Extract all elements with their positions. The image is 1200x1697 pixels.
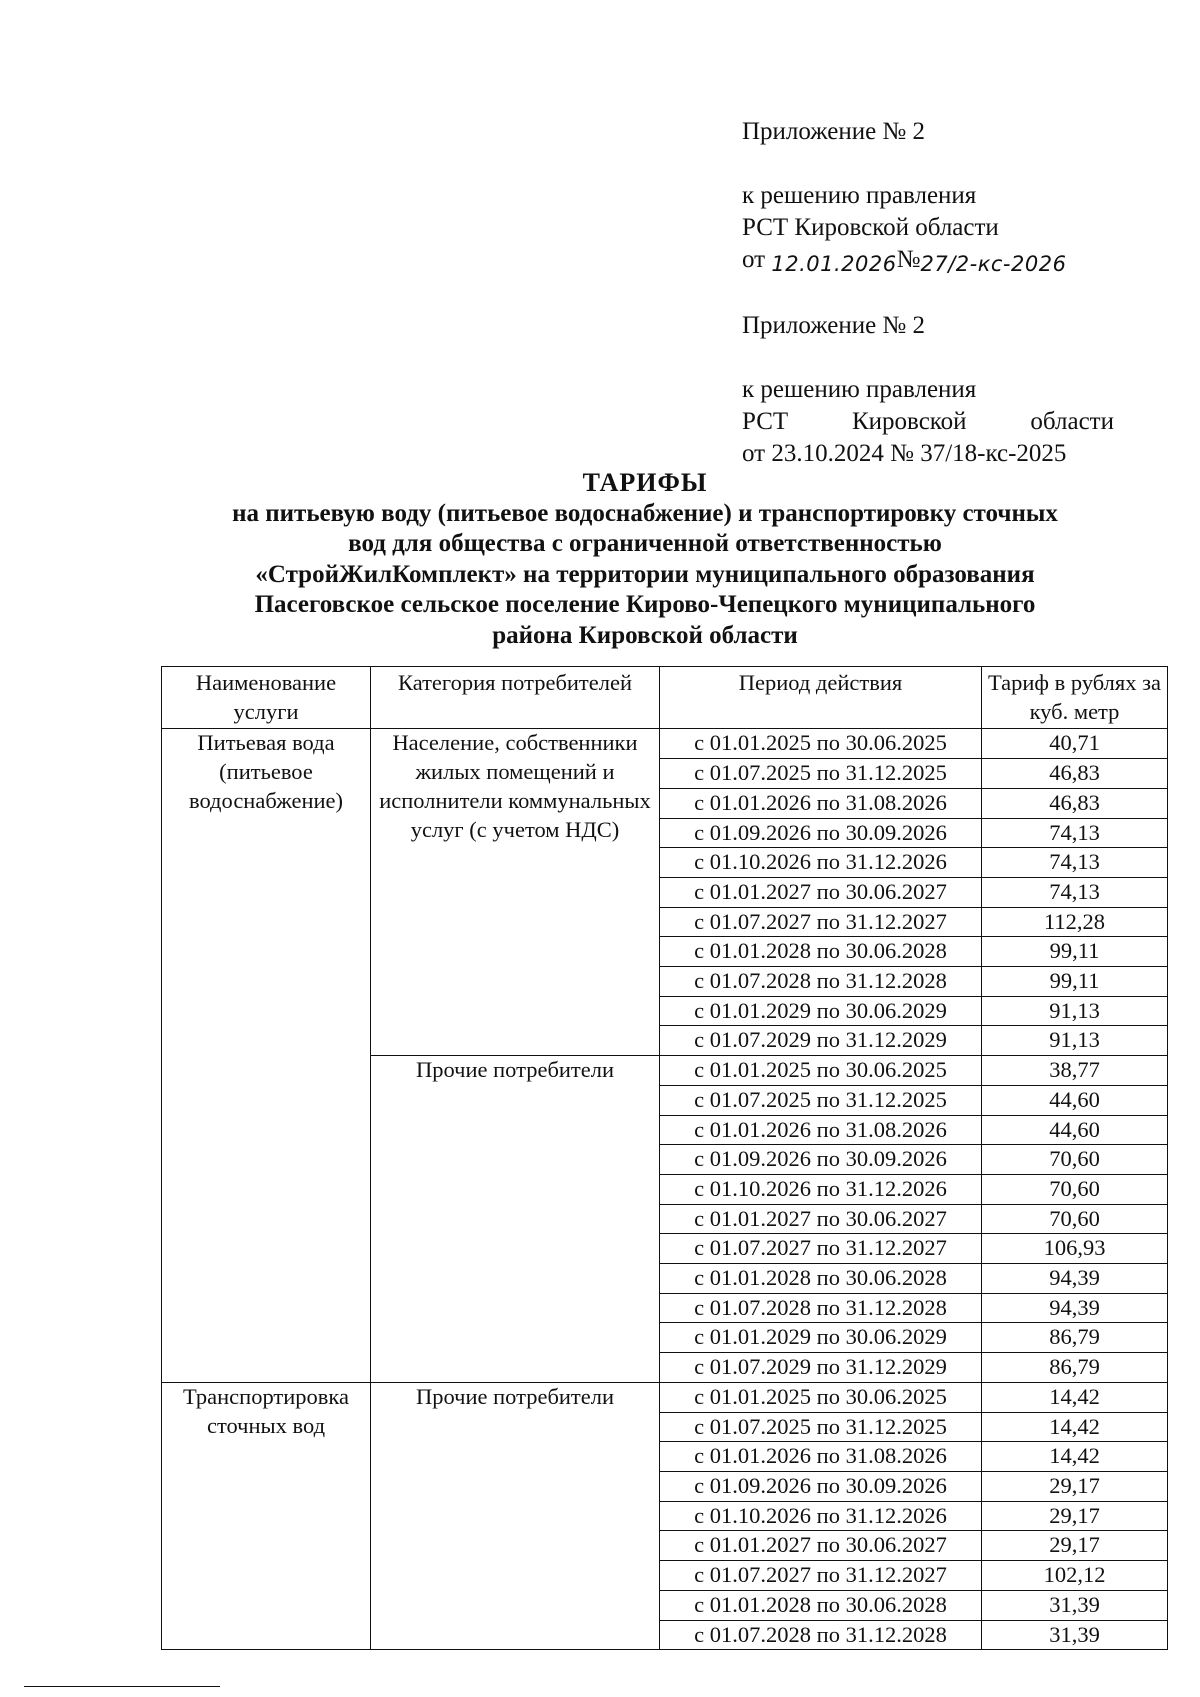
tariff-value-cell: 86,79 (982, 1353, 1168, 1383)
period-cell: с 01.07.2027 по 31.12.2027 (660, 1234, 982, 1264)
period-cell: с 01.07.2028 по 31.12.2028 (660, 967, 982, 997)
tariff-value-cell: 29,17 (982, 1471, 1168, 1501)
tariff-value-cell: 31,39 (982, 1620, 1168, 1650)
annex-new-line2: РСТ Кировской области (742, 214, 999, 241)
annex-old-title: Приложение № 2 (742, 312, 926, 339)
period-cell: с 01.01.2029 по 30.06.2029 (660, 996, 982, 1026)
tariff-value-cell: 99,11 (982, 937, 1168, 967)
table-row (162, 729, 1168, 759)
heading-line: «СтройЖилКомплект» на территории муниципального образования (255, 560, 1035, 588)
tariff-value-cell: 99,11 (982, 967, 1168, 997)
service-name-cell: Транспортировка сточных вод (162, 1382, 371, 1649)
tariff-value-cell: 38,77 (982, 1056, 1168, 1086)
tariff-value-cell: 74,13 (982, 848, 1168, 878)
tariff-value-cell: 86,79 (982, 1323, 1168, 1353)
annex-new-handwritten-date: 12.01.2026 (771, 252, 897, 276)
service-name-cell: Питьевая вода (питьевое водоснабжение) (162, 729, 371, 1382)
period-cell: с 01.01.2026 по 31.08.2026 (660, 1115, 982, 1145)
tariff-value-cell: 46,83 (982, 788, 1168, 818)
column-header-category: Категория потребителей (371, 667, 660, 729)
period-cell: с 01.07.2027 по 31.12.2027 (660, 907, 982, 937)
annex-new-number-sign: № (896, 246, 921, 273)
period-cell: с 01.07.2029 по 31.12.2029 (660, 1026, 982, 1056)
column-header-tariff: Тариф в рублях за куб. метр (982, 667, 1168, 729)
tariff-value-cell: 106,93 (982, 1234, 1168, 1264)
annex-new-date-prefix: от (742, 246, 766, 273)
annex-old-line2-part: Кировской (852, 408, 967, 435)
tariff-value-cell: 46,83 (982, 759, 1168, 789)
period-cell: с 01.07.2028 по 31.12.2028 (660, 1620, 982, 1650)
period-cell: с 01.01.2026 по 31.08.2026 (660, 788, 982, 818)
annex-old-line1: к решению правления (742, 376, 977, 403)
heading-line: Пасеговское сельское поселение Кирово-Чепецкого муниципального (254, 591, 1036, 618)
table-header-row (162, 667, 1168, 729)
tariff-value-cell: 44,60 (982, 1115, 1168, 1145)
tariff-value-cell: 70,60 (982, 1174, 1168, 1204)
tariff-value-cell: 29,17 (982, 1501, 1168, 1531)
annex-new-block (742, 116, 1066, 276)
period-cell: с 01.01.2025 по 30.06.2025 (660, 729, 982, 759)
period-cell: с 01.09.2026 по 30.09.2026 (660, 1145, 982, 1175)
period-cell: с 01.01.2028 по 30.06.2028 (660, 937, 982, 967)
heading-line: на питьевую воду (питьевое водоснабжение) и транспортировку сточных (232, 499, 1058, 527)
period-cell: с 01.01.2029 по 30.06.2029 (660, 1323, 982, 1353)
period-cell: с 01.07.2029 по 31.12.2029 (660, 1353, 982, 1383)
column-header-period: Период действия (660, 667, 982, 729)
period-cell: с 01.09.2026 по 30.09.2026 (660, 1471, 982, 1501)
column-header-service: Наименование услуги (162, 667, 371, 729)
tariff-value-cell: 70,60 (982, 1204, 1168, 1234)
period-cell: с 01.10.2026 по 31.12.2026 (660, 1174, 982, 1204)
annex-old-line3: от 23.10.2024 № 37/18-кс-2025 (742, 440, 1067, 467)
period-cell: с 01.07.2025 по 31.12.2025 (660, 759, 982, 789)
annex-new-title: Приложение № 2 (742, 118, 926, 145)
tariff-value-cell: 91,13 (982, 1026, 1168, 1056)
consumer-category-cell: Прочие потребители (371, 1056, 660, 1383)
period-cell: с 01.01.2027 по 30.06.2027 (660, 1204, 982, 1234)
annex-new-handwritten-number: 27/2-кс-2026 (920, 252, 1067, 276)
annex-old-block (742, 310, 1114, 470)
period-cell: с 01.07.2025 по 31.12.2025 (660, 1412, 982, 1442)
period-cell: с 01.10.2026 по 31.12.2026 (660, 848, 982, 878)
period-cell: с 01.07.2025 по 31.12.2025 (660, 1085, 982, 1115)
period-cell: с 01.01.2025 по 30.06.2025 (660, 1382, 982, 1412)
tariff-value-cell: 14,42 (982, 1382, 1168, 1412)
table-row (162, 1382, 1168, 1412)
tariff-value-cell: 31,39 (982, 1590, 1168, 1620)
annex-old-line2 (742, 406, 1114, 438)
tariff-value-cell: 74,13 (982, 877, 1168, 907)
annex-new-date-line (742, 244, 1066, 276)
annex-new-line1: к решению правления (742, 182, 977, 209)
heading-line: вод для общества с ограниченной ответственностью (348, 530, 942, 557)
consumer-category-cell: Прочие потребители (371, 1382, 660, 1649)
tariff-value-cell: 91,13 (982, 996, 1168, 1026)
period-cell: с 01.10.2026 по 31.12.2026 (660, 1501, 982, 1531)
table-body (162, 729, 1168, 1650)
tariff-table (161, 666, 1168, 1650)
period-cell: с 01.01.2028 по 30.06.2028 (660, 1264, 982, 1294)
period-cell: с 01.01.2027 по 30.06.2027 (660, 877, 982, 907)
consumer-category-cell: Население, собственники жилых помещений и исполнители коммунальных услуг (с учетом НДС) (371, 729, 660, 1056)
tariff-value-cell: 74,13 (982, 818, 1168, 848)
period-cell: с 01.01.2026 по 31.08.2026 (660, 1442, 982, 1472)
tariff-value-cell: 70,60 (982, 1145, 1168, 1175)
heading-title: ТАРИФЫ (582, 468, 708, 497)
period-cell: с 01.01.2027 по 30.06.2027 (660, 1531, 982, 1561)
annex-old-line2-part: РСТ (742, 408, 789, 435)
footnote-divider (24, 1686, 220, 1687)
tariff-value-cell: 102,12 (982, 1561, 1168, 1591)
period-cell: с 01.07.2028 по 31.12.2028 (660, 1293, 982, 1323)
tariff-value-cell: 14,42 (982, 1412, 1168, 1442)
period-cell: с 01.01.2025 по 30.06.2025 (660, 1056, 982, 1086)
tariff-value-cell: 44,60 (982, 1085, 1168, 1115)
period-cell: с 01.01.2028 по 30.06.2028 (660, 1590, 982, 1620)
period-cell: с 01.09.2026 по 30.09.2026 (660, 818, 982, 848)
tariff-value-cell: 94,39 (982, 1264, 1168, 1294)
tariff-value-cell: 94,39 (982, 1293, 1168, 1323)
document-heading (0, 468, 1200, 651)
tariff-value-cell: 14,42 (982, 1442, 1168, 1472)
annex-old-line2-part: области (1030, 408, 1114, 435)
heading-line: района Кировской области (492, 621, 798, 649)
period-cell: с 01.07.2027 по 31.12.2027 (660, 1561, 982, 1591)
tariff-value-cell: 112,28 (982, 907, 1168, 937)
tariff-value-cell: 29,17 (982, 1531, 1168, 1561)
tariff-value-cell: 40,71 (982, 729, 1168, 759)
